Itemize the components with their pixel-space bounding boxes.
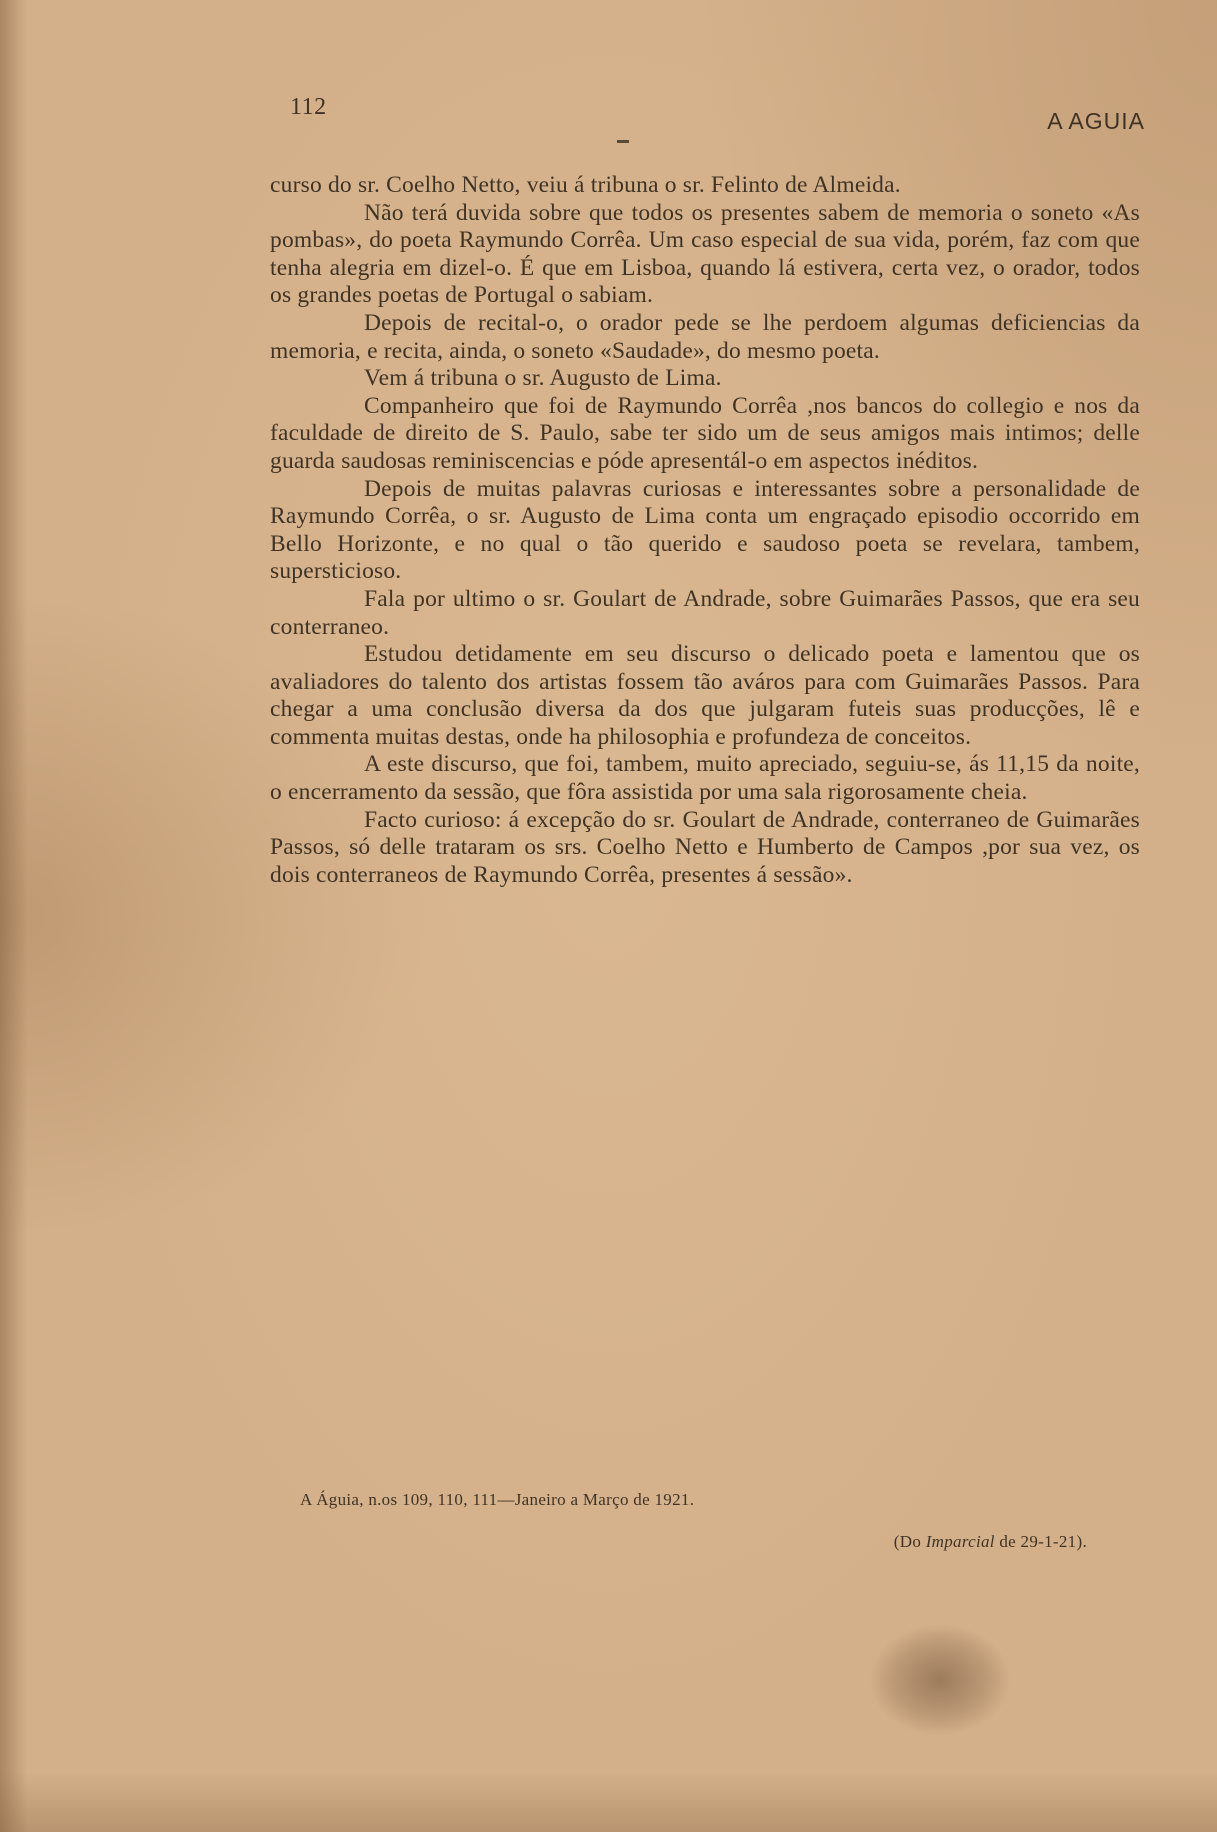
paragraph: Companheiro que foi de Raymundo Corrêa ,nos bancos do collegio e nos da faculdade de direito de S. Paulo, sabe ter sido um de seus amigos mais intimos; delle guarda saudosas reminiscencias e póde apresentál-o em aspectos inéditos. [270,392,1140,474]
page-bottom-shadow [0,1772,1217,1832]
page-number: 112 [290,94,327,120]
running-title: A AGUIA [1047,108,1145,134]
header-mark [617,140,629,143]
source-suffix: de 29-1-21). [994,1532,1087,1551]
source-prefix: (Do [893,1532,926,1551]
paragraph: Facto curioso: á excepção do sr. Goulart de Andrade, conterraneo de Guimarães Passos, só delle trataram os srs. Coelho Netto e Humberto de Campos ,por sua vez, os dois conterraneos de Raymundo Corrêa, presentes á sessão». [270,806,1140,888]
source-attribution [894,1532,1087,1552]
source-publication: Imparcial [925,1532,995,1551]
paragraph: Estudou detidamente em seu discurso o delicado poeta e lamentou que os avaliadores do talento dos artistas fossem tão aváros para com Guimarães Passos. Para chegar a uma conclusão diversa da dos que julgaram futeis suas producções, lê e commenta muitas destas, onde ha philosophia e profundeza de conceitos. [270,641,1140,750]
paper-stain [870,1625,1010,1735]
article-body [270,172,1140,889]
page-edge-shadow [0,0,28,1832]
paragraph: Depois de muitas palavras curiosas e interessantes sobre a personalidade de Raymundo Corrêa, o sr. Augusto de Lima conta um engraçado episodio occorrido em Bello Horizonte, e no qual o tão querido e saudoso poeta se revelara, tambem, supersticioso. [270,475,1140,585]
footer-citation: A Águia, n.os 109, 110, 111—Janeiro a Março de 1921. [300,1490,695,1509]
paragraph: curso do sr. Coelho Netto, veiu á tribuna o sr. Felinto de Almeida. [270,172,901,198]
paragraph: Fala por ultimo o sr. Goulart de Andrade, sobre Guimarães Passos, que era seu conterraneo. [270,585,1140,640]
paragraph: A este discurso, que foi, tambem, muito apreciado, seguiu-se, ás 11,15 da noite, o encerramento da sessão, que fôra assistida por uma sala rigorosamente cheia. [270,751,1140,806]
paragraph: Vem á tribuna o sr. Augusto de Lima. [364,365,722,392]
paragraph: Depois de recital-o, o orador pede se lhe perdoem algumas deficiencias da memoria, e recita, ainda, o soneto «Saudade», do mesmo poeta. [270,309,1140,364]
paragraph: Não terá duvida sobre que todos os presentes sabem de memoria o soneto «As pombas», do poeta Raymundo Corrêa. Um caso especial de sua vida, porém, faz com que tenha alegria em dizel-o. É que em Lisboa, quando lá estivera, certa vez, o orador, todos os grandes poetas de Portugal o sabiam. [270,199,1140,309]
